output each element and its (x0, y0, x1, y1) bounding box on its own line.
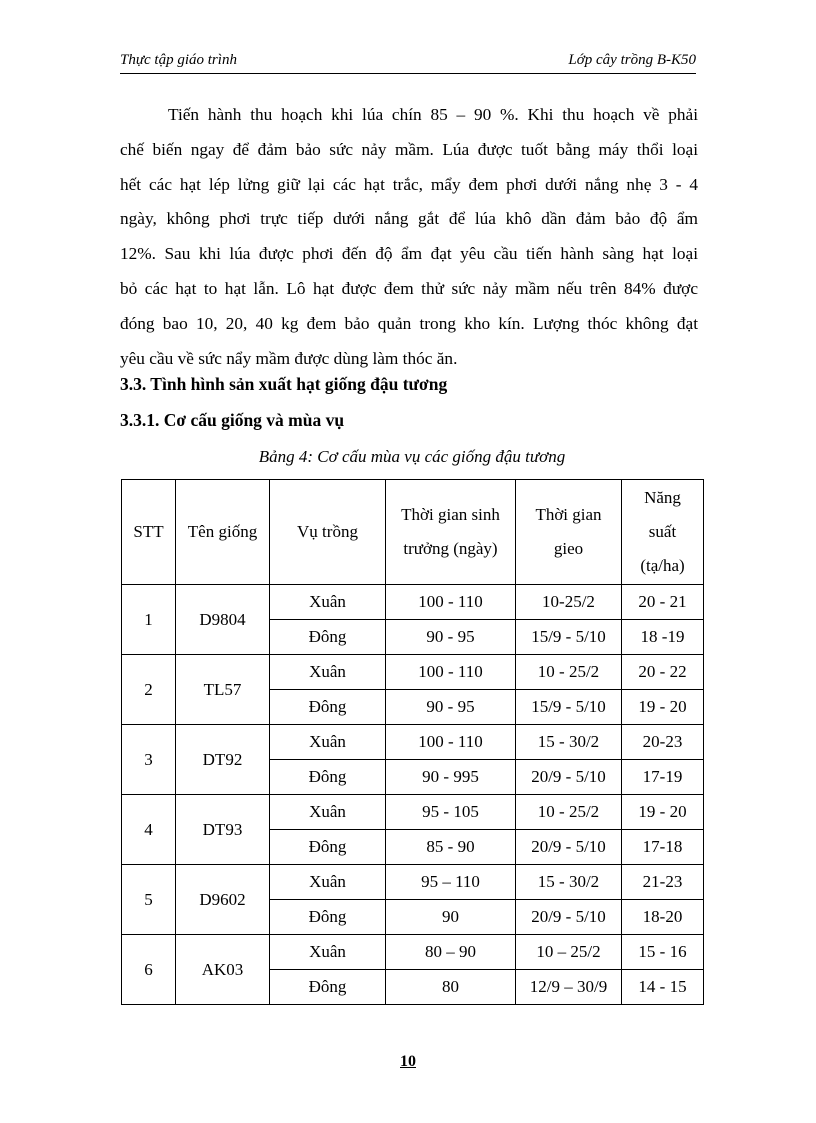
cell-yield: 15 - 16 (622, 935, 704, 970)
header-crop-season: Vụ trồng (270, 480, 386, 585)
cell-growth: 80 (386, 970, 516, 1005)
table-row (122, 655, 704, 690)
cell-crop: Xuân (270, 655, 386, 690)
cell-variety: DT92 (176, 725, 270, 795)
cell-yield: 21-23 (622, 865, 704, 900)
cell-crop: Đông (270, 970, 386, 1005)
section-heading: 3.3. Tình hình sản xuất hạt giống đậu tương (120, 374, 448, 394)
cell-stt: 3 (122, 725, 176, 795)
cell-sowing: 10 – 25/2 (516, 935, 622, 970)
cell-crop: Đông (270, 690, 386, 725)
cell-variety: TL57 (176, 655, 270, 725)
cell-stt: 2 (122, 655, 176, 725)
cell-stt: 1 (122, 585, 176, 655)
paragraph-line: chế biến ngay để đảm bảo sức nảy mầm. Lúa được tuốt bằng máy thổi loại (120, 139, 698, 159)
cell-growth: 100 - 110 (386, 725, 516, 760)
cell-crop: Đông (270, 900, 386, 935)
header-class-name: Lớp cây trồng B-K50 (568, 52, 696, 68)
cell-sowing: 10 - 25/2 (516, 655, 622, 690)
cell-yield: 20 - 22 (622, 655, 704, 690)
cell-crop: Đông (270, 830, 386, 865)
cell-sowing: 15/9 - 5/10 (516, 690, 622, 725)
cell-variety: AK03 (176, 935, 270, 1005)
subsection-heading: 3.3.1. Cơ cấu giống và mùa vụ (120, 410, 345, 430)
paragraph-line: yêu cầu về sức nẩy mầm được dùng làm thóc ăn. (120, 348, 458, 368)
cell-yield: 20-23 (622, 725, 704, 760)
cell-growth: 90 - 95 (386, 620, 516, 655)
cell-yield: 14 - 15 (622, 970, 704, 1005)
cell-yield: 20 - 21 (622, 585, 704, 620)
table-row (122, 725, 704, 760)
cell-yield: 18-20 (622, 900, 704, 935)
header-growth-duration: Thời gian sinh trưởng (ngày) (386, 480, 516, 585)
cell-sowing: 10-25/2 (516, 585, 622, 620)
cell-sowing: 20/9 - 5/10 (516, 900, 622, 935)
cell-crop: Đông (270, 760, 386, 795)
cell-variety: D9804 (176, 585, 270, 655)
cell-growth: 90 (386, 900, 516, 935)
cell-yield: 17-19 (622, 760, 704, 795)
cell-sowing: 10 - 25/2 (516, 795, 622, 830)
header-yield: Năng suất (tạ/ha) (622, 480, 704, 585)
cell-growth: 95 - 105 (386, 795, 516, 830)
table-header-row (122, 480, 704, 585)
table-row (122, 865, 704, 900)
cell-stt: 5 (122, 865, 176, 935)
paragraph-line: ngày, không phơi trực tiếp dưới nắng gắt để lúa khô dần đảm bảo độ ẩm (120, 209, 698, 229)
header-stt: STT (122, 480, 176, 585)
table-row (122, 795, 704, 830)
cell-sowing: 20/9 - 5/10 (516, 760, 622, 795)
cell-stt: 4 (122, 795, 176, 865)
table-row (122, 585, 704, 620)
soybean-varieties-table (121, 479, 704, 1005)
cell-crop: Xuân (270, 725, 386, 760)
page-number: 10 (400, 1053, 416, 1070)
paragraph-line: hết các hạt lép lửng giữ lại các hạt trắc, mẩy đem phơi dưới nắng nhẹ 3 - 4 (120, 174, 698, 194)
cell-crop: Xuân (270, 795, 386, 830)
paragraph-line: Tiến hành thu hoạch khi lúa chín 85 – 90 %. Khi thu hoạch về phải (168, 105, 698, 124)
cell-growth: 100 - 110 (386, 585, 516, 620)
header-rule (120, 73, 696, 74)
paragraph-line: 12%. Sau khi lúa được phơi đến độ ẩm đạt yêu cầu tiến hành sàng hạt loại (120, 244, 698, 264)
cell-sowing: 15 - 30/2 (516, 865, 622, 900)
cell-growth: 90 - 995 (386, 760, 516, 795)
cell-growth: 100 - 110 (386, 655, 516, 690)
cell-crop: Xuân (270, 865, 386, 900)
header-sowing-time: Thời gian gieo (516, 480, 622, 585)
cell-yield: 19 - 20 (622, 690, 704, 725)
cell-crop: Xuân (270, 935, 386, 970)
cell-yield: 17-18 (622, 830, 704, 865)
paragraph-line: bỏ các hạt to hạt lẫn. Lô hạt được đem thử sức nảy mầm nếu trên 84% được (120, 278, 698, 298)
cell-yield: 18 -19 (622, 620, 704, 655)
cell-crop: Xuân (270, 585, 386, 620)
cell-growth: 85 - 90 (386, 830, 516, 865)
page-header (120, 52, 696, 74)
header-course-title: Thực tập giáo trình (120, 52, 237, 68)
cell-sowing: 15 - 30/2 (516, 725, 622, 760)
cell-growth: 95 – 110 (386, 865, 516, 900)
cell-growth: 80 – 90 (386, 935, 516, 970)
cell-variety: DT93 (176, 795, 270, 865)
cell-growth: 90 - 95 (386, 690, 516, 725)
cell-stt: 6 (122, 935, 176, 1005)
cell-sowing: 20/9 - 5/10 (516, 830, 622, 865)
header-variety: Tên giống (176, 480, 270, 585)
cell-yield: 19 - 20 (622, 795, 704, 830)
harvest-paragraph (120, 98, 698, 376)
cell-crop: Đông (270, 620, 386, 655)
cell-sowing: 12/9 – 30/9 (516, 970, 622, 1005)
table-caption: Bảng 4: Cơ cấu mùa vụ các giống đậu tương (258, 447, 566, 466)
cell-sowing: 15/9 - 5/10 (516, 620, 622, 655)
table-row (122, 935, 704, 970)
paragraph-line: đóng bao 10, 20, 40 kg đem bảo quản trong kho kín. Lượng thóc không đạt (120, 313, 698, 333)
cell-variety: D9602 (176, 865, 270, 935)
